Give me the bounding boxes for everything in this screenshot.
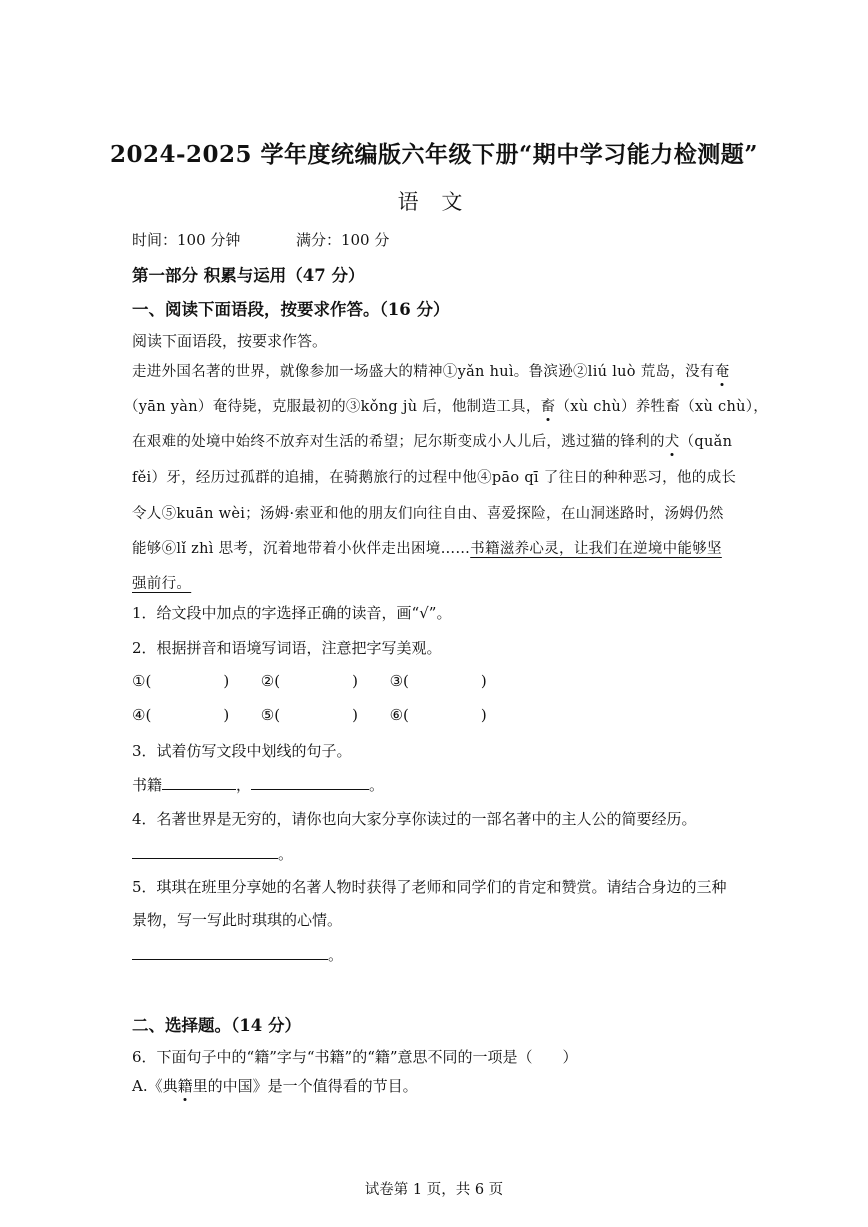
passage-line-4: fěi）牙，经历过孤群的追捕，在骑鹅旅行的过程中他④pāo qī 了往日的种种恶习，他的成长 (132, 470, 737, 486)
subject-title: 语 文 (397, 190, 471, 214)
answer-slot-1[interactable]: ①( ) (132, 672, 230, 690)
question-5-cont: 景物，写一写此时琪琪的心情。 (132, 911, 343, 929)
question-4-answer: 。 (132, 843, 293, 864)
blank-line[interactable] (251, 775, 369, 790)
page-footer: 试卷第 1 页，共 6 页 (364, 1182, 504, 1198)
answer-row-2 (132, 706, 514, 724)
answer-slot-4[interactable]: ④( ) (132, 706, 230, 724)
score-label: 满分：100 分 (295, 231, 390, 249)
question-3-answer: 书籍 ， 。 (132, 776, 385, 794)
question-1: 1．给文段中加点的字选择正确的读音，画“√”。 (132, 604, 452, 622)
answer-slot-2[interactable]: ②( ) (260, 672, 358, 690)
dotted-char: 籍 (177, 1077, 193, 1095)
question-5: 5．琪琪在班里分享她的名著人物时获得了老师和同学们的肯定和赞赏。请结合身边的三种 (132, 878, 727, 896)
dotted-char: 奄 (715, 360, 730, 381)
time-label: 时间：100 分钟 (132, 231, 241, 249)
answer-slot-6[interactable]: ⑥( ) (389, 706, 487, 724)
answer-slot-5[interactable]: ⑤( ) (260, 706, 358, 724)
underlined-sentence: 书籍滋养心灵，让我们在逆境中能够坚 (470, 541, 722, 557)
dotted-char: 畜 (541, 395, 556, 416)
blank-line[interactable] (132, 945, 328, 960)
passage-line-7 (132, 572, 191, 593)
exam-meta (132, 229, 389, 250)
underlined-sentence-end: 强前行。 (132, 576, 192, 592)
passage-line-2: （yān yàn）奄待毙，克服最初的③kǒng jù 后，他制造工具，畜（xù chù）养牲畜（xù chù）， (124, 395, 768, 416)
part1-title: 第一部分 积累与运用（47 分） (132, 266, 365, 285)
passage-line-3: 在艰难的处境中始终不放弃对生活的希望；尼尔斯变成小人儿后，逃过猫的锋利的犬（quǎn (132, 430, 732, 451)
section1-instruction: 阅读下面语段，按要求作答。 (132, 332, 328, 350)
passage-line-5: 令人⑤kuān wèi；汤姆·索亚和他的朋友们向往自由、喜爱探险，在山洞迷路时，汤姆仍然 (132, 506, 724, 522)
blank-line[interactable] (162, 775, 236, 790)
answer-slot-3[interactable]: ③( ) (389, 672, 487, 690)
passage-line-6: 能够⑥lǐ zhì 思考，沉着地带着小伙伴走出困境……书籍滋养心灵，让我们在逆境中能够坚 (132, 541, 722, 557)
question-4: 4．名著世界是无穷的，请你也向大家分享你读过的一部名著中的主人公的简要经历。 (132, 810, 697, 828)
dotted-char: 犬 (665, 430, 680, 451)
question-6: 6．下面句子中的“籍”字与“书籍”的“籍”意思不同的一项是（ ） (132, 1048, 578, 1066)
question-5-answer: 。 (132, 944, 343, 965)
question-2: 2．根据拼音和语境写词语，注意把字写美观。 (132, 639, 442, 657)
exam-title: 2024-2025 学年度统编版六年级下册“期中学习能力检测题” (109, 141, 759, 168)
section2-title: 二、选择题。（14 分） (132, 1016, 301, 1035)
question-3: 3．试着仿写文段中划线的句子。 (132, 742, 352, 760)
option-a[interactable]: A.《典籍里的中国》是一个值得看的节目。 (132, 1077, 418, 1095)
section1-title: 一、阅读下面语段，按要求作答。（16 分） (132, 300, 450, 319)
passage-line-1: 走进外国名著的世界，就像参加一场盛大的精神①yǎn huì。鲁滨逊②liú luò 荒岛，没有奄 (132, 360, 730, 381)
answer-row-1 (132, 672, 514, 690)
blank-line[interactable] (132, 844, 278, 859)
